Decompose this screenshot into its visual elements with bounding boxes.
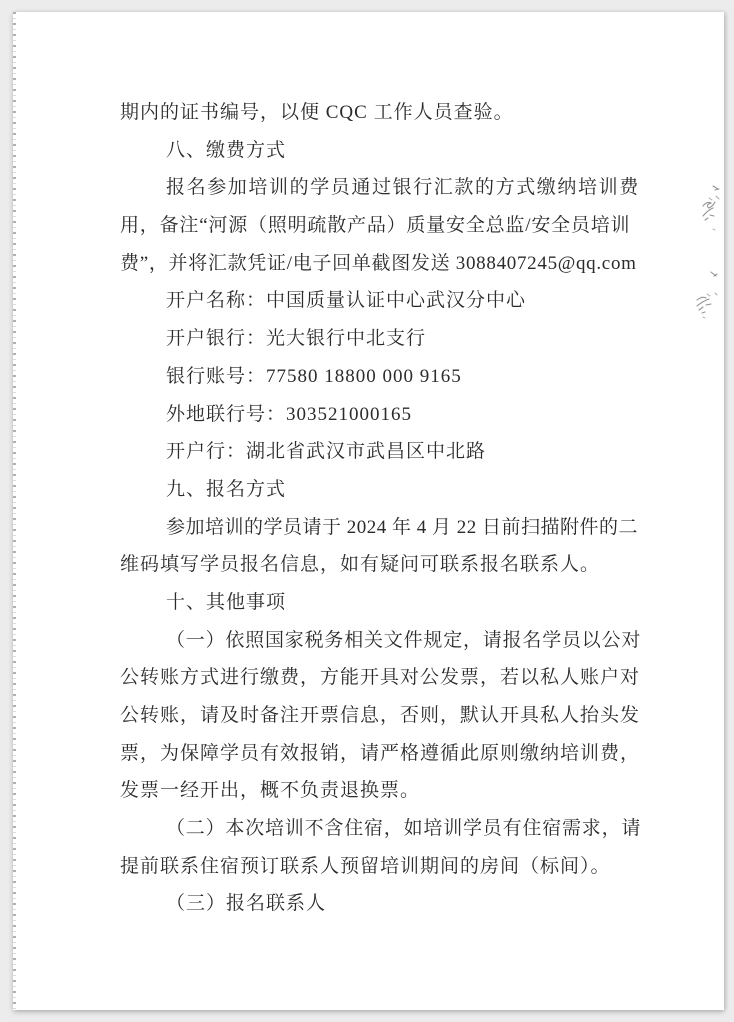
scan-artifact-scribble — [685, 264, 723, 334]
text-line: 用，备注“河源（照明疏散产品）质量安全总监/安全员培训 — [120, 215, 631, 237]
text-line: 发票一经开出，概不负责退换票。 — [120, 780, 421, 802]
text-line-email: 费”，并将汇款凭证/电子回单截图发送 3088407245@qq.com — [120, 252, 637, 274]
text-line: 报名参加培训的学员通过银行汇款的方式缴纳培训费 — [166, 177, 640, 199]
text-line: 参加培训的学员请于 2024 年 4 月 22 日前扫描附件的二 — [166, 516, 639, 538]
text-line-section-heading: 八、缴费方式 — [166, 139, 287, 161]
text-line: （二）本次培训不含住宿，如培训学员有住宿需求，请 — [166, 818, 642, 840]
text-line: 公转账方式进行缴费，方能开具对公发票，若以私人账户对 — [120, 667, 641, 689]
text-line-account-name: 开户名称：中国质量认证中心武汉分中心 — [166, 290, 527, 312]
scan-artifact-scribble — [689, 180, 723, 250]
text-line: 公转账，请及时备注开票信息，否则，默认开具私人抬头发 — [120, 705, 641, 726]
text-line-interbank-number: 外地联行号：303521000165 — [166, 403, 413, 425]
text-line-section-heading: 九、报名方式 — [166, 478, 287, 500]
text-line: （一）依照国家税务相关文件规定，请报名学员以公对 — [166, 629, 642, 651]
scan-edge-texture — [13, 12, 16, 1010]
document-page — [13, 12, 724, 1010]
text-line: 维码填写学员报名信息，如有疑问可联系报名联系人。 — [120, 554, 601, 576]
text-line-bank-name: 开户银行：光大银行中北支行 — [166, 328, 427, 350]
document-text-block — [120, 94, 642, 923]
text-line-section-heading: 十、其他事项 — [166, 591, 287, 613]
text-line: 提前联系住宿预订联系人预留培训期间的房间（标间）。 — [120, 855, 611, 877]
text-line-bank-address: 开户行：湖北省武汉市武昌区中北路 — [166, 441, 487, 463]
text-line-account-number: 银行账号：77580 18800 000 9165 — [166, 365, 462, 387]
text-line: 票，为保障学员有效报销，请严格遵循此原则缴纳培训费， — [120, 742, 641, 764]
text-line: 期内的证书编号，以便 CQC 工作人员查验。 — [120, 102, 514, 123]
text-line-section-heading: （三）报名联系人 — [166, 893, 327, 915]
